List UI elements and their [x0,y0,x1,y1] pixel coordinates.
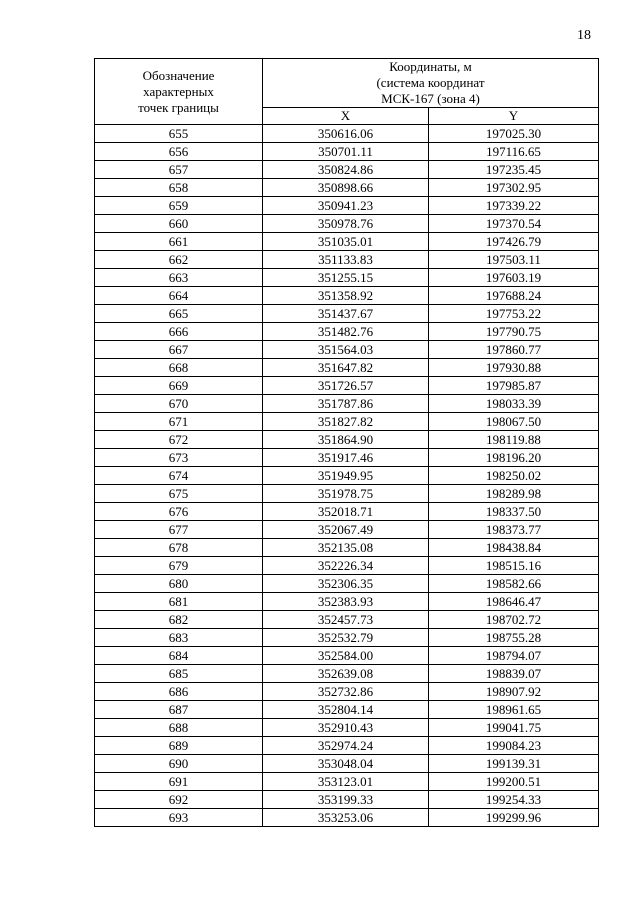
table-row [95,683,599,701]
y-coordinate-cell: 198438.84 [429,539,599,557]
point-cell: 660 [95,215,263,233]
x-coordinate-cell: 351437.67 [263,305,429,323]
y-coordinate-cell: 198582.66 [429,575,599,593]
x-coordinate-cell: 352306.35 [263,575,429,593]
y-coordinate-cell: 197790.75 [429,323,599,341]
table-row [95,773,599,791]
designation-header-line-1: Обозначение [142,67,215,83]
y-coordinate-cell: 199299.96 [429,809,599,827]
x-coordinate-cell: 352639.08 [263,665,429,683]
point-cell: 676 [95,503,263,521]
table-row [95,431,599,449]
coordinates-header-line-2: (система координат [376,75,485,90]
table-row [95,485,599,503]
point-cell: 659 [95,197,263,215]
y-coordinate-cell: 198755.28 [429,629,599,647]
point-cell: 667 [95,341,263,359]
x-coordinate-cell: 352910.43 [263,719,429,737]
x-coordinate-cell: 352532.79 [263,629,429,647]
y-coordinate-cell: 198839.07 [429,665,599,683]
table-row [95,719,599,737]
x-coordinate-cell: 351949.95 [263,467,429,485]
table-row [95,161,599,179]
x-coordinate-cell: 351564.03 [263,341,429,359]
y-coordinate-cell: 198067.50 [429,413,599,431]
table-row [95,395,599,413]
y-coordinate-cell: 198373.77 [429,521,599,539]
designation-header [95,59,263,125]
y-column-header: Y [429,108,599,125]
point-cell: 689 [95,737,263,755]
point-cell: 664 [95,287,263,305]
y-coordinate-cell: 198119.88 [429,431,599,449]
table-row [95,521,599,539]
x-coordinate-cell: 352135.08 [263,539,429,557]
table-row [95,557,599,575]
table-row [95,251,599,269]
y-coordinate-cell: 198646.47 [429,593,599,611]
x-coordinate-cell: 351482.76 [263,323,429,341]
x-coordinate-cell: 350616.06 [263,125,429,143]
x-coordinate-cell: 352226.34 [263,557,429,575]
x-coordinate-cell: 350898.66 [263,179,429,197]
table-row [95,233,599,251]
point-cell: 683 [95,629,263,647]
table-row [95,215,599,233]
table-row [95,269,599,287]
x-coordinate-cell: 353199.33 [263,791,429,809]
table-body [95,125,599,827]
y-coordinate-cell: 198907.92 [429,683,599,701]
x-coordinate-cell: 352974.24 [263,737,429,755]
page-number: 18 [577,28,591,43]
y-coordinate-cell: 198337.50 [429,503,599,521]
y-coordinate-cell: 198794.07 [429,647,599,665]
y-coordinate-cell: 197426.79 [429,233,599,251]
table-row [95,611,599,629]
y-coordinate-cell: 199254.33 [429,791,599,809]
x-coordinate-cell: 351255.15 [263,269,429,287]
point-cell: 661 [95,233,263,251]
y-coordinate-cell: 197370.54 [429,215,599,233]
point-cell: 672 [95,431,263,449]
x-coordinate-cell: 352067.49 [263,521,429,539]
x-coordinate-cell: 351035.01 [263,233,429,251]
point-cell: 665 [95,305,263,323]
y-coordinate-cell: 197688.24 [429,287,599,305]
x-coordinate-cell: 350701.11 [263,143,429,161]
table-row [95,341,599,359]
table-row [95,305,599,323]
y-coordinate-cell: 197753.22 [429,305,599,323]
table-row [95,737,599,755]
x-coordinate-cell: 351358.92 [263,287,429,305]
point-cell: 679 [95,557,263,575]
y-coordinate-cell: 199084.23 [429,737,599,755]
table-row [95,197,599,215]
x-coordinate-cell: 352383.93 [263,593,429,611]
x-coordinate-cell: 353253.06 [263,809,429,827]
point-cell: 681 [95,593,263,611]
point-cell: 691 [95,773,263,791]
y-coordinate-cell: 198033.39 [429,395,599,413]
y-coordinate-cell: 197603.19 [429,269,599,287]
x-coordinate-cell: 353123.01 [263,773,429,791]
y-coordinate-cell: 199200.51 [429,773,599,791]
point-cell: 662 [95,251,263,269]
x-column-header: X [263,108,429,125]
table-row [95,593,599,611]
point-cell: 692 [95,791,263,809]
point-cell: 674 [95,467,263,485]
x-coordinate-cell: 351978.75 [263,485,429,503]
y-coordinate-cell: 199139.31 [429,755,599,773]
y-coordinate-cell: 198289.98 [429,485,599,503]
table-row [95,413,599,431]
point-cell: 656 [95,143,263,161]
point-cell: 671 [95,413,263,431]
point-cell: 669 [95,377,263,395]
point-cell: 678 [95,539,263,557]
point-cell: 684 [95,647,263,665]
table-row [95,143,599,161]
y-coordinate-cell: 197930.88 [429,359,599,377]
x-coordinate-cell: 351864.90 [263,431,429,449]
x-coordinate-cell: 350941.23 [263,197,429,215]
y-coordinate-cell: 199041.75 [429,719,599,737]
table-row [95,179,599,197]
coordinates-table [94,58,599,827]
point-cell: 657 [95,161,263,179]
point-cell: 685 [95,665,263,683]
coordinates-header-line-3: МСК-167 (зона 4) [381,91,480,106]
table-row [95,503,599,521]
y-coordinate-cell: 198250.02 [429,467,599,485]
y-coordinate-cell: 197985.87 [429,377,599,395]
point-cell: 675 [95,485,263,503]
y-coordinate-cell: 198515.16 [429,557,599,575]
x-coordinate-cell: 350978.76 [263,215,429,233]
table-row [95,755,599,773]
y-coordinate-cell: 198961.65 [429,701,599,719]
y-coordinate-cell: 197235.45 [429,161,599,179]
x-coordinate-cell: 352804.14 [263,701,429,719]
point-cell: 677 [95,521,263,539]
y-coordinate-cell: 197302.95 [429,179,599,197]
table-row [95,449,599,467]
table-row [95,809,599,827]
y-coordinate-cell: 197025.30 [429,125,599,143]
y-coordinate-cell: 198196.20 [429,449,599,467]
x-coordinate-cell: 351827.82 [263,413,429,431]
table-row [95,791,599,809]
table-row [95,701,599,719]
table-row [95,359,599,377]
point-cell: 682 [95,611,263,629]
point-cell: 690 [95,755,263,773]
coordinates-header-line-1: Координаты, м [389,59,472,74]
table-row [95,323,599,341]
point-cell: 670 [95,395,263,413]
table-row [95,575,599,593]
y-coordinate-cell: 197116.65 [429,143,599,161]
x-coordinate-cell: 351726.57 [263,377,429,395]
table-row [95,647,599,665]
x-coordinate-cell: 351787.86 [263,395,429,413]
table-row [95,467,599,485]
table-row [95,665,599,683]
point-cell: 673 [95,449,263,467]
point-cell: 693 [95,809,263,827]
point-cell: 655 [95,125,263,143]
point-cell: 668 [95,359,263,377]
table-row [95,125,599,143]
table-row [95,629,599,647]
x-coordinate-cell: 353048.04 [263,755,429,773]
x-coordinate-cell: 351133.83 [263,251,429,269]
x-coordinate-cell: 351647.82 [263,359,429,377]
point-cell: 658 [95,179,263,197]
point-cell: 666 [95,323,263,341]
y-coordinate-cell: 197860.77 [429,341,599,359]
designation-header-line-2: характерных [143,83,214,99]
y-coordinate-cell: 197339.22 [429,197,599,215]
coordinates-header [263,59,599,108]
table-row [95,539,599,557]
point-cell: 686 [95,683,263,701]
point-cell: 688 [95,719,263,737]
designation-header-line-3: точек границы [138,99,219,115]
table-row [95,377,599,395]
x-coordinate-cell: 351917.46 [263,449,429,467]
table-row [95,287,599,305]
x-coordinate-cell: 352584.00 [263,647,429,665]
y-coordinate-cell: 197503.11 [429,251,599,269]
table-header [95,59,599,125]
point-cell: 687 [95,701,263,719]
x-coordinate-cell: 350824.86 [263,161,429,179]
x-coordinate-cell: 352018.71 [263,503,429,521]
point-cell: 663 [95,269,263,287]
y-coordinate-cell: 198702.72 [429,611,599,629]
x-coordinate-cell: 352457.73 [263,611,429,629]
point-cell: 680 [95,575,263,593]
x-coordinate-cell: 352732.86 [263,683,429,701]
